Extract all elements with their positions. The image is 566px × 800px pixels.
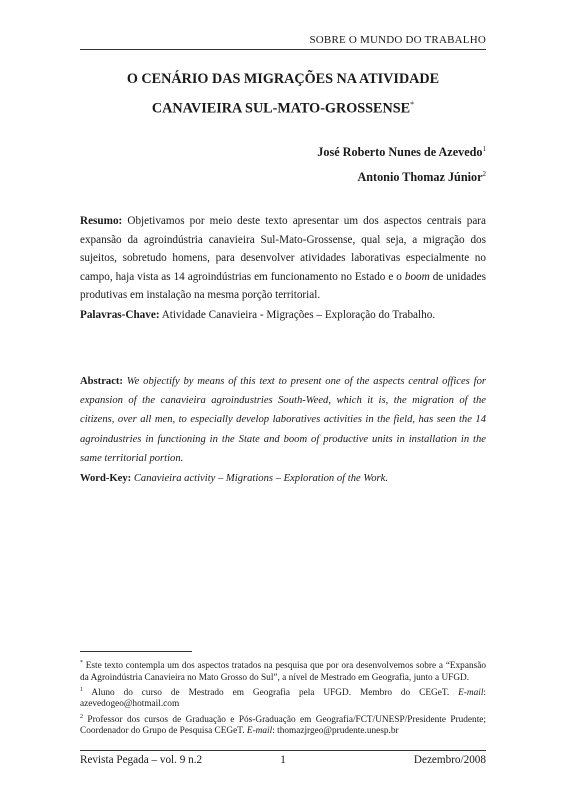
footer-date: Dezembro/2008 (413, 754, 486, 766)
word-key-paragraph (80, 469, 486, 488)
paper-title-line-2-text: CANAVIEIRA SUL-MATO-GROSSENSE (151, 100, 411, 117)
author-2-ref: 2 (482, 170, 486, 179)
paper-title (60, 66, 506, 122)
footer-journal: Revista Pegada – vol. 9 n.2 (80, 754, 203, 766)
resumo-text-2: de unidades produtivas em instalação na mesma porção territorial. (80, 270, 486, 302)
footnote-star (80, 658, 486, 684)
resumo-label: Resumo: (80, 215, 123, 227)
footnote-2-text: Professor dos cursos de Graduação e Pós-Graduação em Geografia/FCT/UNESP/Presidente Prudente; Coordenador do Grupo de Pesquisa CEGeT. (80, 714, 486, 737)
author-1-name: José Roberto Nunes de Azevedo (317, 145, 483, 160)
resumo-italic-word: boom (404, 270, 430, 283)
footnote-2-email-label: E-mail (246, 726, 273, 737)
footnote-2 (80, 712, 486, 738)
resumo-text-1: Objetivamos por meio deste texto apresentar um dos aspectos centrais para expansão da agroindústria canavieira Sul-Mato-Grossense, qual seja, a migração dos sujeitos, sobretudo homens, para desenvolver atividades laborativas especialmente no campo, haja vista as 14 agroindústrias em funcionamento no Estado e o (80, 215, 486, 283)
word-key-text: Canavieira activity – Migrations – Exploration of the Work. (131, 473, 388, 485)
resumo-section (80, 212, 486, 325)
footnote-rule (80, 651, 192, 652)
running-header (80, 34, 486, 50)
footnotes (80, 651, 486, 739)
palavras-chave-paragraph (80, 306, 486, 325)
footnote-2-mark: 2 (80, 713, 83, 720)
footnote-1-email: : azevedogeo@hotmail.com (80, 688, 486, 710)
paper-title-line-2 (60, 92, 506, 122)
author-list (317, 138, 486, 188)
footnote-1-mark: 1 (80, 686, 83, 693)
word-key-label: Word-Key: (80, 473, 132, 485)
footnote-star-mark: * (80, 660, 83, 666)
paper-title-line-1: O CENÁRIO DAS MIGRAÇÕES NA ATIVIDADE (126, 71, 440, 87)
author-2 (317, 163, 486, 188)
abstract-label: Abstract: (80, 376, 123, 387)
footnote-star-text: Este texto contempla um dos aspectos tratados na pesquisa que por ora desenvolvemos sobre a “Expansão da Agroindústria Canavieira no Mato Grosso do Sul”, a nível de Mestrado em Geografia, junto a UFGD. (80, 661, 486, 683)
resumo-paragraph (80, 212, 486, 305)
abstract-section (80, 372, 486, 488)
footnote-1-text: Aluno do curso de Mestrado em Geografia pela UFGD. Membro do CEGeT. (83, 688, 459, 698)
author-2-name: Antonio Thomaz Júnior (357, 170, 483, 185)
running-header-title: SOBRE O MUNDO DO TRABALHO (309, 34, 486, 46)
page-footer (80, 750, 486, 769)
title-footnote-mark: * (410, 100, 415, 109)
abstract-text: We objectify by means of this text to present one of the aspects central offices for expansion of the canavieira agroindustries South-Weed, which it is, the migration of the citizens, over all men, to especially develop laboratives activities in the field, has seen the 14 agroindustries in functioning in the State and boom of productive units in installation in the same territorial portion. (80, 376, 486, 464)
author-1-ref: 1 (482, 145, 486, 153)
palavras-chave-text: Atividade Canavieira - Migrações – Exploração do Trabalho. (159, 308, 436, 321)
palavras-chave-label: Palavras-Chave: (80, 308, 160, 321)
author-1 (317, 138, 486, 163)
footer-page-number: 1 (280, 754, 286, 766)
abstract-paragraph (80, 372, 486, 468)
footnote-1-email-label: E-mail (458, 688, 484, 698)
footnote-2-email: : thomazjrgeo@prudente.unesp.br (272, 726, 399, 737)
footnote-1 (80, 685, 486, 711)
